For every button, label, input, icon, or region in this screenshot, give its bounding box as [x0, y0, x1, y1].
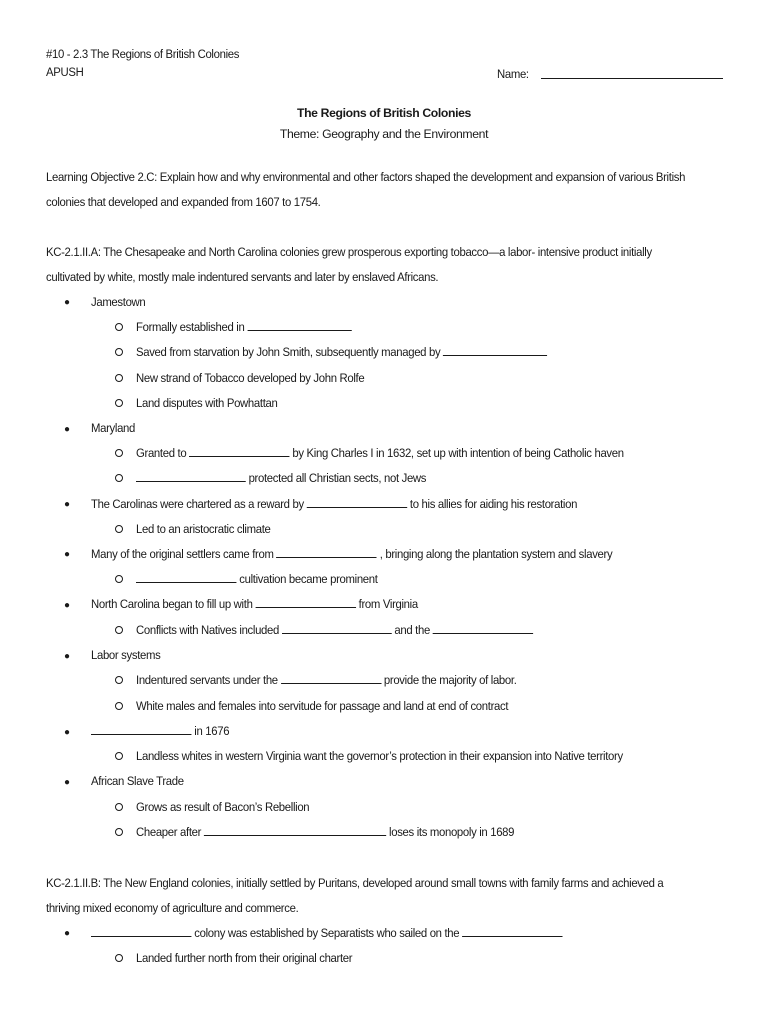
answer-blank[interactable]	[136, 471, 246, 482]
answer-blank[interactable]	[281, 673, 381, 684]
doc-id: #10 - 2.3 The Regions of British Colonies	[46, 47, 240, 61]
circle-bullet-icon	[115, 474, 123, 482]
list-item: Jamestown	[91, 295, 146, 309]
bullet-icon: ●	[64, 424, 71, 435]
list-item: Led to an aristocratic climate	[136, 522, 271, 536]
course-label: APUSH	[46, 65, 84, 79]
circle-bullet-icon	[115, 954, 123, 962]
circle-bullet-icon	[115, 702, 123, 710]
list-item: colony was established by Separatists who sailed on the	[91, 926, 563, 940]
answer-blank[interactable]	[189, 446, 289, 457]
bullet-icon: ●	[64, 499, 71, 510]
answer-blank[interactable]	[91, 724, 191, 735]
list-item: African Slave Trade	[91, 774, 184, 788]
circle-bullet-icon	[115, 348, 123, 356]
kc-a-line-1: KC-2.1.II.A: The Chesapeake and North Carolina colonies grew prosperous exporting tobacco—a labor- intensive product initially	[46, 245, 652, 259]
list-item: Grows as result of Bacon’s Rebellion	[136, 800, 310, 814]
bullet-icon: ●	[64, 777, 71, 788]
name-field[interactable]	[541, 78, 723, 79]
circle-bullet-icon	[115, 752, 123, 760]
answer-blank[interactable]	[307, 497, 407, 508]
page-theme: Theme: Geography and the Environment	[279, 127, 489, 141]
list-item: Land disputes with Powhattan	[136, 396, 278, 410]
answer-blank[interactable]	[462, 926, 562, 937]
circle-bullet-icon	[115, 323, 123, 331]
list-item: Granted to by King Charles I in 1632, set up with intention of being Catholic haven	[136, 446, 624, 460]
answer-blank[interactable]	[91, 926, 191, 937]
list-item: Maryland	[91, 421, 136, 435]
list-item: Landed further north from their original charter	[136, 951, 353, 965]
list-item: Landless whites in western Virginia want the governor’s protection in their expansion into Native territory	[136, 749, 623, 763]
list-item: Saved from starvation by John Smith, subsequently managed by	[136, 345, 547, 359]
page-title: The Regions of British Colonies	[296, 106, 471, 120]
kc-b-line-2: thriving mixed economy of agriculture and commerce.	[46, 901, 299, 915]
answer-blank[interactable]	[276, 547, 376, 558]
list-item: Cheaper after loses its monopoly in 1689	[136, 825, 515, 839]
circle-bullet-icon	[115, 449, 123, 457]
circle-bullet-icon	[115, 399, 123, 407]
list-item: The Carolinas were chartered as a reward by to his allies for aiding his restoration	[91, 497, 578, 511]
circle-bullet-icon	[115, 803, 123, 811]
kc-b-line-1: KC-2.1.II.B: The New England colonies, initially settled by Puritans, developed around small towns with family farms and achieved a	[46, 876, 664, 890]
circle-bullet-icon	[115, 525, 123, 533]
bullet-icon: ●	[64, 651, 71, 662]
answer-blank[interactable]	[136, 572, 236, 583]
circle-bullet-icon	[115, 828, 123, 836]
answer-blank[interactable]	[247, 320, 351, 331]
list-item: protected all Christian sects, not Jews	[136, 471, 426, 485]
bullet-icon: ●	[64, 297, 71, 308]
answer-blank[interactable]	[255, 597, 355, 608]
bullet-icon: ●	[64, 727, 71, 738]
kc-a-line-2: cultivated by white, mostly male indentured servants and later by enslaved Africans.	[46, 270, 439, 284]
list-item: Formally established in	[136, 320, 351, 334]
list-item: Indentured servants under the provide the majority of labor.	[136, 673, 517, 687]
list-item: Labor systems	[91, 648, 161, 662]
answer-blank[interactable]	[282, 623, 392, 634]
name-label: Name:	[497, 67, 529, 81]
circle-bullet-icon	[115, 374, 123, 382]
list-item: Conflicts with Natives included and the	[136, 623, 533, 637]
list-item: North Carolina began to fill up with from Virginia	[91, 597, 418, 611]
circle-bullet-icon	[115, 575, 123, 583]
answer-blank[interactable]	[204, 825, 386, 836]
objective-line-1: Learning Objective 2.C: Explain how and why environmental and other factors shaped the development and expansion of various British	[46, 170, 686, 184]
answer-blank[interactable]	[433, 623, 533, 634]
bullet-icon: ●	[64, 600, 71, 611]
bullet-icon: ●	[64, 549, 71, 560]
circle-bullet-icon	[115, 626, 123, 634]
list-item: Many of the original settlers came from , bringing along the plantation system and slavery	[91, 547, 613, 561]
list-item: in 1676	[91, 724, 229, 738]
list-item: New strand of Tobacco developed by John Rolfe	[136, 371, 365, 385]
list-item: White males and females into servitude for passage and land at end of contract	[136, 699, 509, 713]
circle-bullet-icon	[115, 676, 123, 684]
bullet-icon: ●	[64, 928, 71, 939]
list-item: cultivation became prominent	[136, 572, 378, 586]
answer-blank[interactable]	[443, 345, 547, 356]
objective-line-2: colonies that developed and expanded from 1607 to 1754.	[46, 195, 321, 209]
